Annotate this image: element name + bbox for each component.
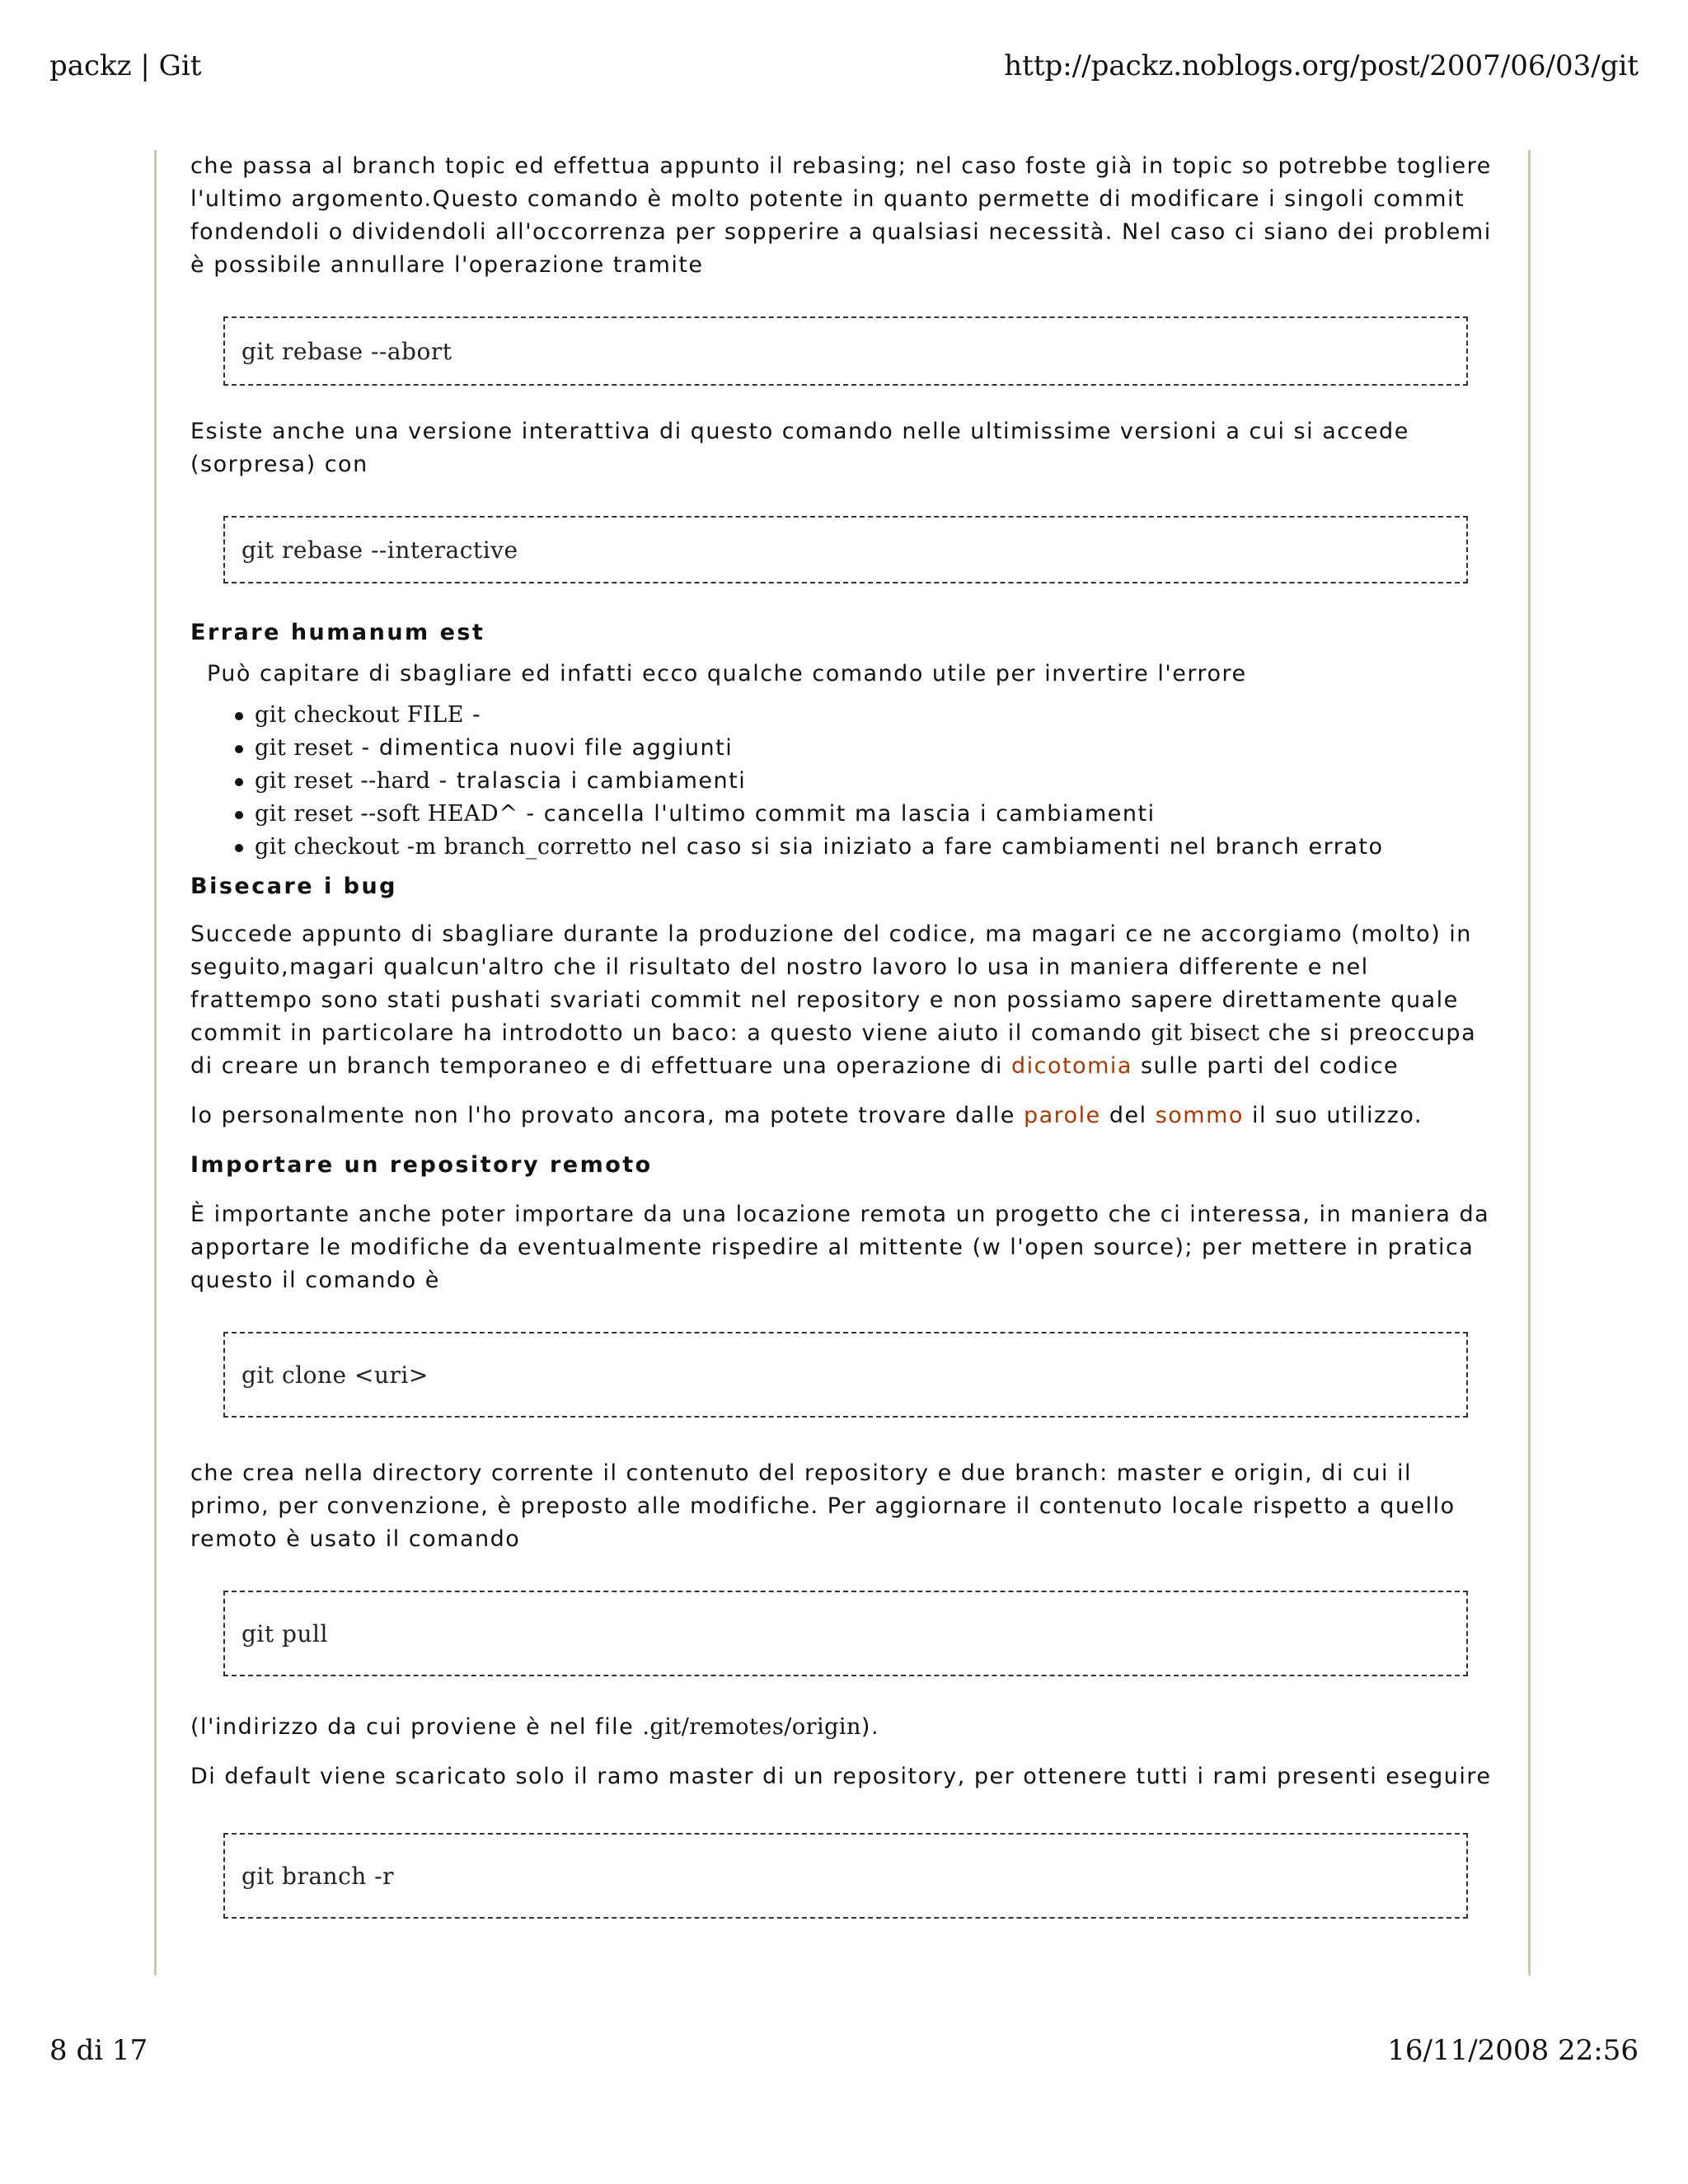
link-sommo[interactable]: sommo — [1155, 1103, 1244, 1128]
link-dicotomia[interactable]: dicotomia — [1010, 1053, 1132, 1079]
section-heading-remote: Importare un repository remoto — [190, 1152, 653, 1178]
paragraph-clone-result — [190, 1457, 1494, 1556]
paragraph-bisect-note — [190, 1099, 1494, 1132]
text-line: È importante anche poter importare da una locazione remota un progetto che ci interessa, in maniera da — [190, 1202, 1490, 1227]
code-text: git rebase --interactive — [241, 536, 518, 564]
code-text: git rebase --abort — [241, 337, 452, 365]
article-frame — [154, 150, 1531, 1975]
code-text: git pull — [241, 1619, 328, 1647]
command-desc: - — [463, 702, 482, 728]
paragraph-bisect — [190, 918, 1494, 1083]
errare-intro — [190, 658, 1494, 691]
paragraph-remote — [190, 1198, 1494, 1297]
text-fragment: (l'indirizzo da cui proviene è nel file — [190, 1714, 643, 1740]
code-text: git clone <uri> — [241, 1361, 429, 1389]
print-footer — [49, 2034, 1639, 2067]
text-fragment: commit in particolare ha introdotto un baco: a questo viene aiuto il comando — [190, 1020, 1151, 1046]
code-block-clone — [223, 1332, 1468, 1418]
paragraph-rebase — [190, 150, 1494, 282]
undo-command-list — [190, 699, 1494, 864]
link-parole[interactable]: parole — [1023, 1103, 1101, 1128]
command-text: git reset --hard — [255, 768, 431, 794]
section-heading-errare: Errare humanum est — [190, 620, 485, 645]
text-line: questo il comando è — [190, 1268, 440, 1293]
text-fragment: sulle parti del codice — [1132, 1053, 1400, 1079]
text-fragment: che si preoccupa — [1259, 1020, 1477, 1046]
command-desc: - tralascia i cambiamenti — [430, 768, 747, 794]
intro-text: Può capitare di sbagliare ed infatti ecco qualche comando utile per invertire l'errore — [207, 661, 1247, 687]
list-item — [255, 798, 1494, 831]
text-line: è possibile annullare l'operazione tramite — [190, 252, 704, 278]
command-desc: - dimentica nuovi file aggiunti — [353, 735, 734, 761]
command-desc: nel caso si sia iniziato a fare cambiamenti nel branch errato — [632, 834, 1384, 860]
inline-path: .git/remotes/origin — [642, 1714, 861, 1740]
article-body — [190, 150, 1494, 1919]
text-fragment: Io personalmente non l'ho provato ancora, ma potete trovare dalle — [190, 1103, 1024, 1128]
page-counter: 8 di 17 — [49, 2034, 148, 2067]
paragraph-branches — [190, 1760, 1494, 1793]
text-fragment: del — [1100, 1103, 1156, 1128]
list-item — [255, 831, 1494, 864]
text-line: frattempo sono stati pushati svariati commit nel repository e non possiamo sapere direttamente quale — [190, 987, 1459, 1013]
text-line: apportare le modifiche da eventualmente rispedire al mittente (w l'open source); per mettere in pratica — [190, 1235, 1475, 1260]
text-line: primo, per convenzione, è preposto alle modifiche. Per aggiornare il contenuto locale rispetto a quello — [190, 1493, 1456, 1519]
command-text: git reset — [255, 735, 354, 761]
text-fragment: di creare un branch temporaneo e di effettuare una operazione di — [190, 1053, 1011, 1079]
paragraph-origin-path — [190, 1711, 1494, 1744]
text-line: remoto è usato il comando — [190, 1526, 521, 1552]
list-item — [255, 699, 1494, 732]
text-line: Esiste anche una versione interattiva di questo comando nelle ultimissime versioni a cui si accede — [190, 419, 1409, 444]
print-header — [49, 49, 1639, 82]
code-text: git branch -r — [241, 1862, 395, 1890]
text-line: Succede appunto di sbagliare durante la produzione del codice, ma magari ce ne accorgiamo (molto) in — [190, 921, 1472, 947]
list-item — [255, 732, 1494, 765]
text-line: Di default viene scaricato solo il ramo master di un repository, per ottenere tutti i rami presenti eseguire — [190, 1764, 1492, 1789]
command-desc: - cancella l'ultimo commit ma lascia i cambiamenti — [518, 801, 1156, 827]
code-block-abort — [223, 316, 1468, 386]
text-line: che passa al branch topic ed effettua appunto il rebasing; nel caso foste già in topic so potrebbe togliere — [190, 153, 1492, 179]
section-heading-bisect: Bisecare i bug — [190, 874, 397, 899]
code-block-branch — [223, 1833, 1468, 1919]
paragraph-interactive — [190, 415, 1494, 481]
command-text: git reset --soft HEAD^ — [255, 801, 518, 827]
command-text: git checkout -m branch_corretto — [255, 834, 633, 860]
print-timestamp: 16/11/2008 22:56 — [1387, 2034, 1639, 2067]
text-fragment: il suo utilizzo. — [1243, 1103, 1423, 1128]
print-header-url: http://packz.noblogs.org/post/2007/06/03/git — [1004, 49, 1639, 82]
list-item — [255, 765, 1494, 798]
text-line: che crea nella directory corrente il contenuto del repository e due branch: master e origin, di cui il — [190, 1460, 1413, 1486]
text-line: (sorpresa) con — [190, 452, 368, 477]
text-line: l'ultimo argomento.Questo comando è molto potente in quanto permette di modificare i singoli commit — [190, 186, 1465, 212]
command-text: git checkout FILE — [255, 702, 464, 728]
text-fragment: ). — [860, 1714, 880, 1740]
print-header-title: packz | Git — [49, 49, 202, 82]
text-line: seguito,magari qualcun'altro che il risultato del nostro lavoro lo usa in maniera differente e nel — [190, 954, 1369, 980]
inline-command: git bisect — [1151, 1020, 1260, 1046]
code-block-interactive — [223, 516, 1468, 583]
code-block-pull — [223, 1591, 1468, 1676]
text-line: fondendoli o dividendoli all'occorrenza per sopperire a qualsiasi necessità. Nel caso ci siano dei problemi — [190, 219, 1492, 245]
